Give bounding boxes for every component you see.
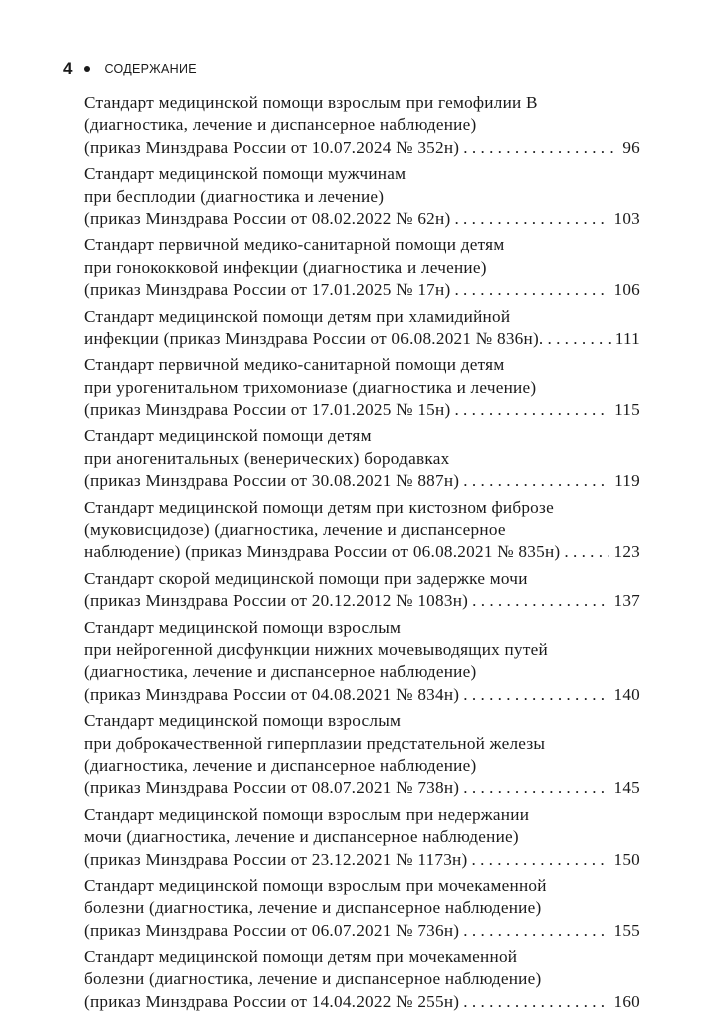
toc-entry-title-line: болезни (диагностика, лечение и диспансерное наблюдение) — [84, 898, 542, 918]
toc-entry-title-line: (диагностика, лечение и диспансерное наблюдение) — [84, 662, 477, 682]
toc-entry[interactable] — [84, 306, 640, 351]
toc-entry-last-line — [84, 399, 640, 421]
toc-entry-page-number: 111 — [614, 328, 640, 348]
toc-entry-last-line — [84, 279, 640, 301]
toc-entry[interactable] — [84, 497, 640, 564]
toc-entry[interactable] — [84, 804, 640, 871]
dot-leader — [463, 920, 609, 942]
toc-entry-page-number: 145 — [613, 778, 640, 798]
dot-leader — [547, 328, 610, 350]
toc-entry[interactable] — [84, 617, 640, 707]
toc-entry-page-number: 106 — [613, 280, 640, 300]
toc-entry[interactable] — [84, 710, 640, 800]
toc-entry-title-line: Стандарт медицинской помощи взрослым — [84, 711, 402, 731]
dot-leader — [463, 470, 610, 492]
toc-entry[interactable] — [84, 946, 640, 1013]
toc-entry-last-line — [84, 137, 640, 159]
toc-entry[interactable] — [84, 875, 640, 942]
toc-entry-last-line — [84, 920, 640, 942]
toc-entry-title-line: мочи (диагностика, лечение и диспансерное наблюдение) — [84, 827, 519, 847]
toc-entry-title-line: (муковисцидозе) (диагностика, лечение и диспансерное — [84, 520, 506, 540]
dot-leader — [463, 684, 609, 706]
toc-entry-title-line: при нейрогенной дисфункции нижних мочевыводящих путей — [84, 639, 548, 659]
toc-entry-page-number: 96 — [622, 137, 640, 157]
toc-entry-title-line: при доброкачественной гиперплазии предстательной железы — [84, 733, 546, 753]
toc-entry-last-line — [84, 208, 640, 230]
toc-entry-title-line: при гонококковой инфекции (диагностика и лечение) — [84, 257, 487, 277]
toc-entry-last-line — [84, 541, 640, 563]
dot-leader — [471, 849, 609, 871]
toc-entry-order-reference: инфекции (приказ Минздрава России от 06.08.2021 № 836н). — [84, 328, 544, 348]
dot-leader — [463, 777, 609, 799]
dot-leader — [472, 590, 609, 612]
running-head — [63, 58, 197, 80]
toc-entry-title-line: Стандарт медицинской помощи детям при мочекаменной — [84, 947, 518, 967]
toc-entry[interactable] — [84, 234, 640, 301]
toc-entry-page-number: 137 — [613, 591, 640, 611]
toc-entry-order-reference: (приказ Минздрава России от 20.12.2012 № 1083н) — [84, 591, 469, 611]
toc-entry-order-reference: наблюдение) (приказ Минздрава России от 06.08.2021 № 835н) — [84, 542, 561, 562]
toc-entry-title-line: Стандарт медицинской помощи взрослым при недержании — [84, 804, 530, 824]
toc-entry-title-line: (диагностика, лечение и диспансерное наблюдение) — [84, 115, 477, 135]
toc-entry-page-number: 115 — [614, 400, 640, 420]
toc-entry-order-reference: (приказ Минздрава России от 08.02.2022 № 62н) — [84, 208, 451, 228]
toc-entry-order-reference: (приказ Минздрава России от 23.12.2021 № 1173н) — [84, 849, 468, 869]
dot-leader — [564, 541, 609, 563]
toc-entry-last-line — [84, 991, 640, 1013]
toc-entry-page-number: 123 — [613, 542, 640, 562]
table-of-contents — [84, 92, 640, 1017]
toc-entry-order-reference: (приказ Минздрава России от 14.04.2022 № 255н) — [84, 991, 460, 1011]
toc-entry[interactable] — [84, 163, 640, 230]
toc-entry-order-reference: (приказ Минздрава России от 17.01.2025 № 17н) — [84, 280, 451, 300]
toc-entry[interactable] — [84, 568, 640, 613]
toc-entry-page-number: 150 — [613, 849, 640, 869]
section-title: СОДЕРЖАНИЕ — [104, 62, 197, 76]
toc-entry-title-line: при аногенитальных (венерических) бородавках — [84, 448, 450, 468]
toc-entry[interactable] — [84, 425, 640, 492]
toc-entry-order-reference: (приказ Минздрава России от 17.01.2025 № 15н) — [84, 400, 451, 420]
toc-entry-title-line: Стандарт медицинской помощи детям — [84, 426, 372, 446]
toc-entry-last-line — [84, 470, 640, 492]
toc-entry-last-line — [84, 777, 640, 799]
toc-entry-page-number: 160 — [613, 991, 640, 1011]
toc-entry-last-line — [84, 684, 640, 706]
toc-entry-title-line: (диагностика, лечение и диспансерное наблюдение) — [84, 755, 477, 775]
toc-entry-order-reference: (приказ Минздрава России от 06.07.2021 № 736н) — [84, 920, 460, 940]
toc-entry-title-line: Стандарт медицинской помощи взрослым при мочекаменной — [84, 875, 547, 895]
toc-entry-order-reference: (приказ Минздрава России от 04.08.2021 № 834н) — [84, 684, 460, 704]
toc-entry-order-reference: (приказ Минздрава России от 08.07.2021 № 738н) — [84, 778, 460, 798]
toc-entry-title-line: Стандарт первичной медико-санитарной помощи детям — [84, 235, 505, 255]
toc-entry-title-line: Стандарт медицинской помощи детям при кистозном фиброзе — [84, 497, 554, 517]
bullet-separator-icon — [84, 66, 90, 72]
toc-entry-page-number: 155 — [613, 920, 640, 940]
toc-entry-last-line — [84, 849, 640, 871]
toc-entry[interactable] — [84, 354, 640, 421]
toc-entry-last-line — [84, 328, 640, 350]
toc-entry-page-number: 140 — [613, 684, 640, 704]
toc-entry-page-number: 103 — [613, 208, 640, 228]
dot-leader — [454, 208, 609, 230]
toc-entry-title-line: при урогенитальном трихомониазе (диагностика и лечение) — [84, 377, 537, 397]
toc-entry-last-line — [84, 590, 640, 612]
page-number: 4 — [63, 59, 73, 78]
toc-entry-title-line: Стандарт медицинской помощи взрослым при гемофилии B — [84, 93, 538, 112]
toc-entry-order-reference: (приказ Минздрава России от 10.07.2024 № 352н) — [84, 137, 460, 157]
toc-entry-title-line: Стандарт медицинской помощи детям при хламидийной — [84, 306, 511, 326]
toc-entry[interactable] — [84, 92, 640, 159]
toc-entry-order-reference: (приказ Минздрава России от 30.08.2021 № 887н) — [84, 471, 460, 491]
toc-entry-title-line: при бесплодии (диагностика и лечение) — [84, 186, 385, 206]
toc-entry-page-number: 119 — [614, 471, 640, 491]
toc-entry-title-line: Стандарт медицинской помощи взрослым — [84, 617, 402, 637]
dot-leader — [454, 399, 610, 421]
dot-leader — [463, 137, 618, 159]
toc-entry-title-line: болезни (диагностика, лечение и диспансерное наблюдение) — [84, 969, 542, 989]
dot-leader — [454, 279, 609, 301]
toc-entry-title-line: Стандарт первичной медико-санитарной помощи детям — [84, 355, 505, 375]
toc-entry-title-line: Стандарт медицинской помощи мужчинам — [84, 164, 407, 184]
toc-entry-title-line: Стандарт скорой медицинской помощи при задержке мочи — [84, 568, 528, 588]
dot-leader — [463, 991, 609, 1013]
